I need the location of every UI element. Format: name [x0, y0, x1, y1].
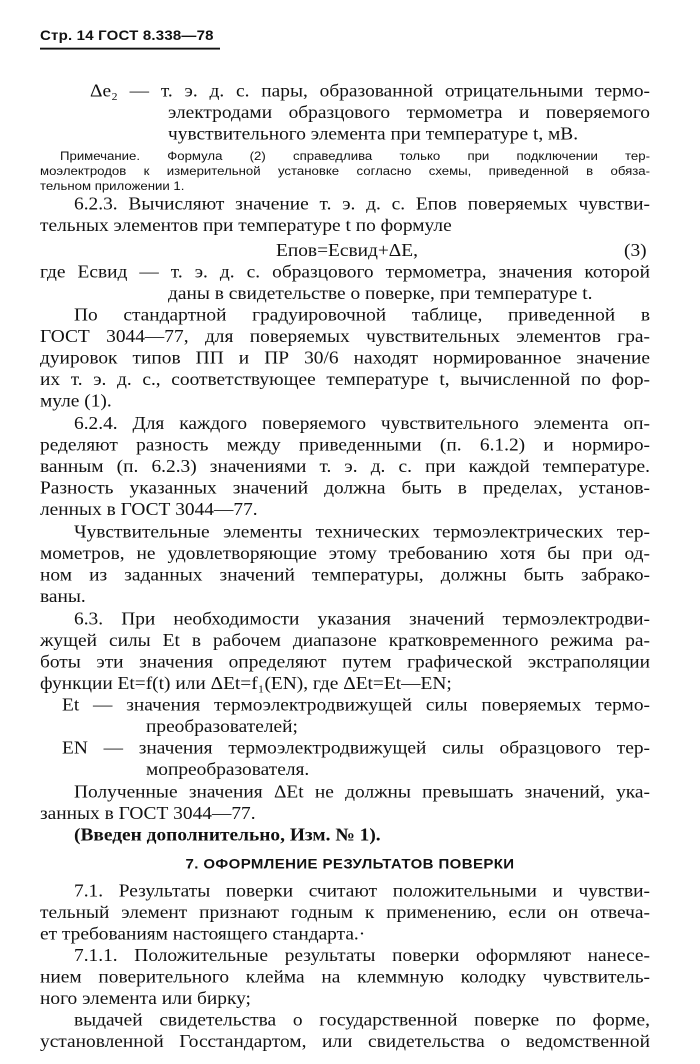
note-line-1: Примечание. Формула (2) справедлива только при подключении тер-: [60, 148, 650, 163]
p624-line-4: Разность указанных значений должна быть в пределах, установ-: [40, 478, 650, 499]
p63-line-1: 6.3. При необходимости указания значений термоэлектродви-: [74, 609, 650, 630]
p63-line-3: боты эти значения определяют путем графической экстраполяции: [40, 652, 650, 673]
p-reject-line-4: ваны.: [40, 587, 86, 607]
p-cert-line-1: выдачей свидетельства о государственной поверке по форме,: [74, 1010, 650, 1031]
p63-line-4: функции Et=f(t) или ΔEt=f₁(EN), где ΔEt=Et—EN;: [40, 674, 452, 694]
p624-line-2: ределяют разность между приведенными (п. 6.1.2) и нормиро-: [40, 435, 650, 456]
p-reject-line-2: мометров, не удовлетворяющие этому требованию хотя бы при од-: [40, 544, 650, 564]
def-e2-line-3: чувствительного элемента при температуре t, мВ.: [168, 124, 579, 144]
p623-line-1: 6.2.3. Вычисляют значение т. э. д. с. Eпов поверяемых чувстви-: [74, 194, 650, 215]
p-table-line-4: их т. э. д. с., соответствующее температуре t, вычисленной по фор-: [40, 370, 650, 390]
p71-line-2: тельный элемент признают годным к применению, если он отвеча-: [40, 903, 650, 923]
note-line-2: моэлектродов к измерительной установке согласно схемы, приведенной в обяза-: [40, 163, 650, 178]
p711-line-3: ного элемента или бирку;: [40, 989, 251, 1009]
p-reject-line-1: Чувствительные элементы технических термоэлектрических тер-: [74, 522, 650, 543]
p63-line-2: жущей силы Et в рабочем диапазоне кратковременного режима ра-: [40, 631, 650, 651]
p-table-line-3: дуировок типов ПП и ПР 30/6 находят нормированное значение: [40, 348, 650, 369]
section-7-title: 7. ОФОРМЛЕНИЕ РЕЗУЛЬТАТОВ ПОВЕРКИ: [185, 856, 515, 873]
p63-def-2a: EN — значения термоэлектродвижущей силы образцового тер-: [62, 738, 650, 759]
p-limit-line-2: занных в ГОСТ 3044—77.: [40, 804, 256, 824]
header-rule: [40, 48, 220, 50]
amendment-note: (Введен дополнительно, Изм. № 1).: [74, 825, 381, 846]
p-reject-line-3: ном из заданных значений температуры, должны быть забрако-: [40, 565, 650, 586]
p63-def-2b: мопреобразователя.: [146, 760, 310, 780]
p63-def-1b: преобразователей;: [146, 717, 298, 737]
note-line-3: тельном приложении 1.: [40, 178, 185, 193]
p711-line-2: нием поверительного клейма на клеммную колодку чувствитель-: [40, 967, 650, 988]
p623-where-2: даны в свидетельстве о поверке, при температуре t.: [168, 284, 593, 304]
p624-line-3: ванным (п. 6.2.3) значениями т. э. д. с. при каждой температуре.: [40, 457, 650, 477]
p63-def-1a: Et — значения термоэлектродвижущей силы поверяемых термо-: [62, 695, 650, 716]
p624-line-5: ленных в ГОСТ 3044—77.: [40, 500, 258, 520]
p71-line-3: ет требованиям настоящего стандарта.·: [40, 924, 366, 945]
p-cert-line-2: установленной Госстандартом, или свидетельства о ведомственной: [40, 1032, 650, 1052]
p-limit-line-1: Полученные значения ΔEt не должны превышать значений, ука-: [74, 782, 650, 803]
formula-3-number: (3): [624, 241, 647, 261]
page-header: Стр. 14 ГОСТ 8.338—78: [40, 28, 214, 44]
def-e2-line-1: Δe₂ — т. э. д. с. пары, образованной отрицательными термо-: [90, 81, 650, 101]
def-e2-line-2: электродами образцового термометра и поверяемого: [168, 102, 650, 123]
p-table-line-1: По стандартной градуировочной таблице, приведенной в: [74, 305, 650, 326]
p-table-line-5: муле (1).: [40, 391, 112, 412]
p711-line-1: 7.1.1. Положительные результаты поверки оформляют нанесе-: [74, 946, 650, 966]
p71-line-1: 7.1. Результаты поверки считают положительными и чувстви-: [74, 881, 650, 902]
formula-3: Eпов=Eсвид+ΔE,: [276, 241, 418, 261]
p623-where-1: где Eсвид — т. э. д. с. образцового термометра, значения которой: [40, 262, 650, 283]
p623-line-2: тельных элементов при температуре t по формуле: [40, 215, 452, 236]
p-table-line-2: ГОСТ 3044—77, для поверяемых чувствительных элементов гра-: [40, 327, 650, 347]
p624-line-1: 6.2.4. Для каждого поверяемого чувствительного элемента оп-: [74, 414, 650, 434]
